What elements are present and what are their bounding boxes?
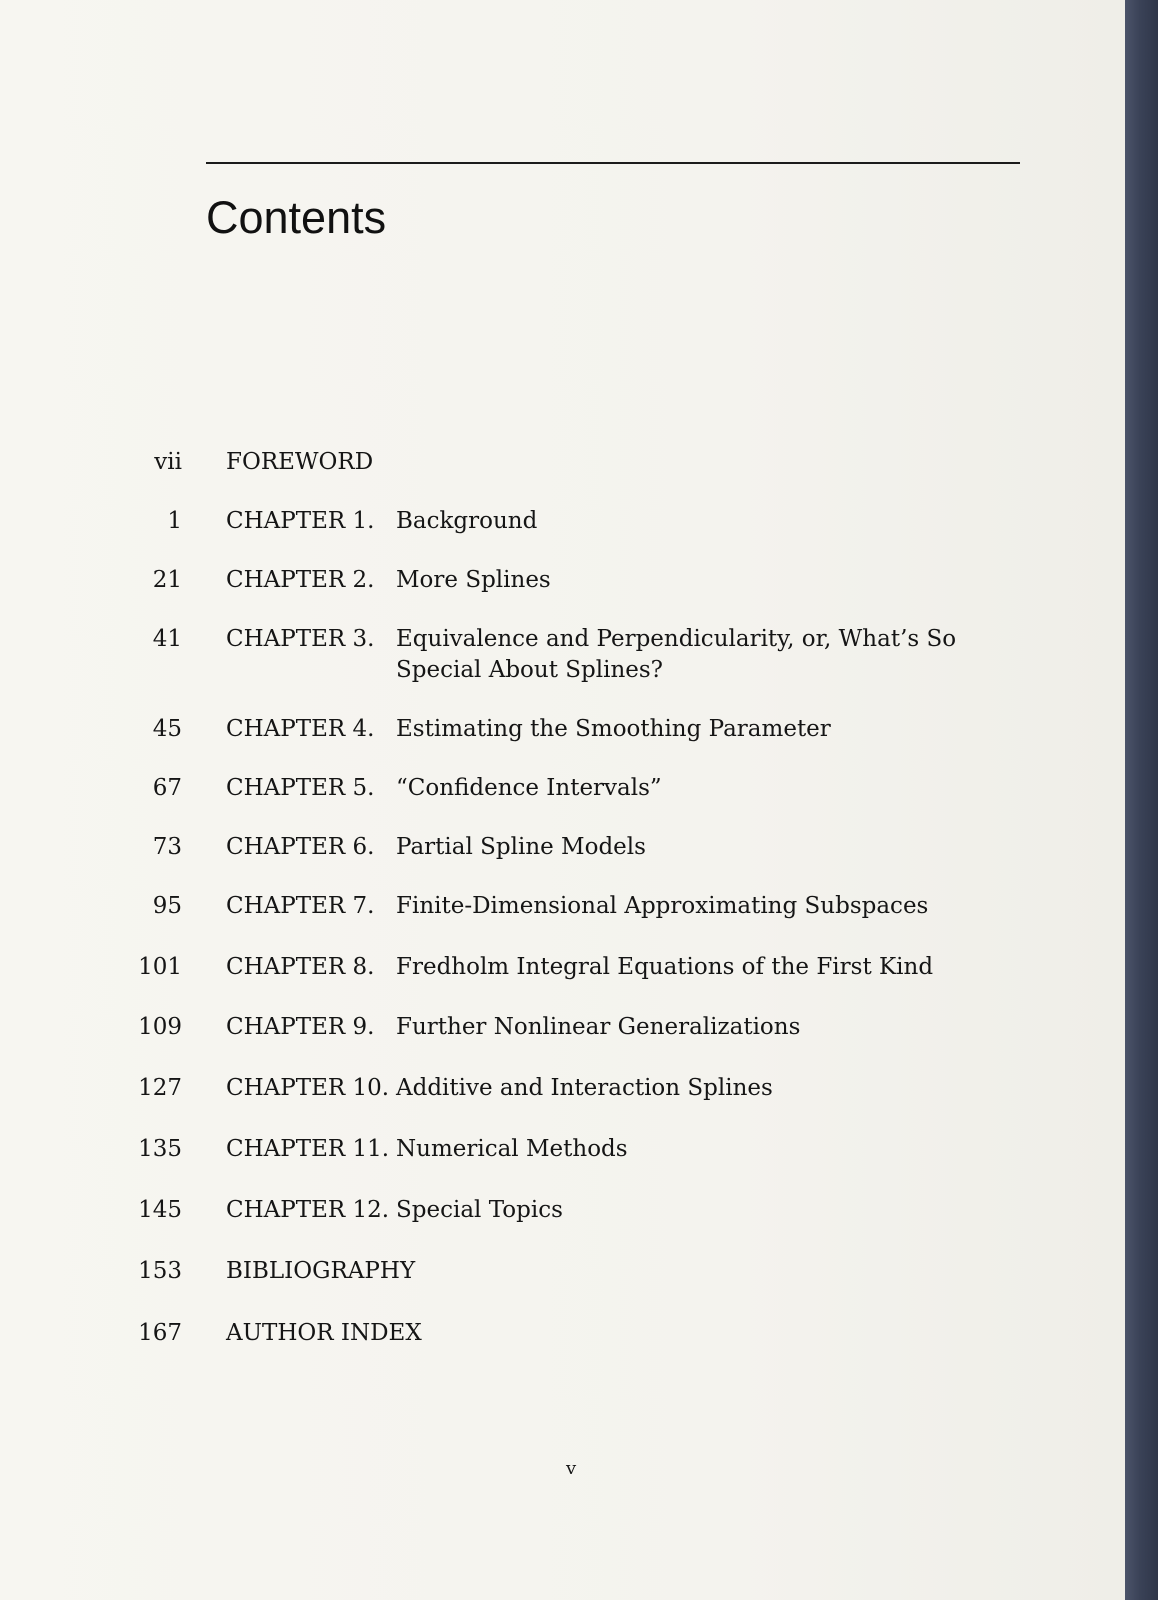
toc-chapter-title: “Confidence Intervals” [396, 775, 662, 801]
title-rule [206, 162, 1020, 164]
book-cover-edge [1125, 0, 1158, 1600]
toc-entry-label: BIBLIOGRAPHY [226, 1258, 416, 1284]
toc-entry-label: CHAPTER 4. [226, 716, 375, 742]
toc-chapter-title: Equivalence and Perpendicularity, or, What’s So Special About Splines? [396, 626, 957, 683]
toc-page-number: 45 [152, 716, 182, 742]
toc-chapter-title: Fredholm Integral Equations of the First Kind [396, 954, 934, 980]
toc-entry-label: CHAPTER 7. [226, 893, 375, 919]
toc-chapter-title: More Splines [396, 567, 551, 593]
toc-entry-label: CHAPTER 11. [226, 1136, 390, 1162]
toc-chapter-title: Numerical Methods [396, 1136, 628, 1162]
toc-entry-label: CHAPTER 5. [226, 775, 375, 801]
toc-page-number: 73 [152, 834, 182, 860]
toc-page-number: 153 [138, 1258, 182, 1284]
toc-entry-label: CHAPTER 12. [226, 1197, 390, 1223]
toc-page-number: 135 [138, 1136, 182, 1162]
page-title: Contents [206, 192, 387, 243]
toc-entry-label: CHAPTER 10. [226, 1075, 390, 1101]
toc-page-number: 1 [167, 508, 182, 534]
toc-page-number: 109 [138, 1014, 182, 1040]
toc-chapter-title: Additive and Interaction Splines [396, 1075, 773, 1101]
toc-page-number: 101 [138, 954, 182, 980]
toc-page-number: 67 [152, 775, 182, 801]
toc-entry-label: CHAPTER 3. [226, 626, 375, 652]
toc-chapter-title: Special Topics [396, 1197, 563, 1223]
toc-chapter-title: Background [396, 508, 538, 534]
toc-chapter-title: Estimating the Smoothing Parameter [396, 716, 831, 742]
toc-entry-label: AUTHOR INDEX [226, 1320, 422, 1346]
toc-chapter-title: Partial Spline Models [396, 834, 646, 860]
toc-entry-label: CHAPTER 9. [226, 1014, 375, 1040]
toc-page-number: 41 [152, 626, 182, 652]
toc-entry-label: CHAPTER 2. [226, 567, 375, 593]
toc-page-number: 145 [138, 1197, 182, 1223]
toc-entry-label: CHAPTER 6. [226, 834, 375, 860]
page-folio: v [566, 1458, 577, 1479]
toc-chapter-title: Finite-Dimensional Approximating Subspaces [396, 893, 929, 919]
toc-entry-label: CHAPTER 8. [226, 954, 375, 980]
toc-page-number: 21 [152, 567, 182, 593]
toc-page-number: 95 [152, 893, 182, 919]
toc-page-number: 167 [138, 1320, 182, 1346]
toc-chapter-title: Further Nonlinear Generalizations [396, 1014, 801, 1040]
toc-page-number: 127 [138, 1075, 182, 1101]
toc-page-number: vii [154, 449, 182, 475]
toc-entry-label: CHAPTER 1. [226, 508, 375, 534]
toc-entry-label: FOREWORD [226, 449, 374, 475]
